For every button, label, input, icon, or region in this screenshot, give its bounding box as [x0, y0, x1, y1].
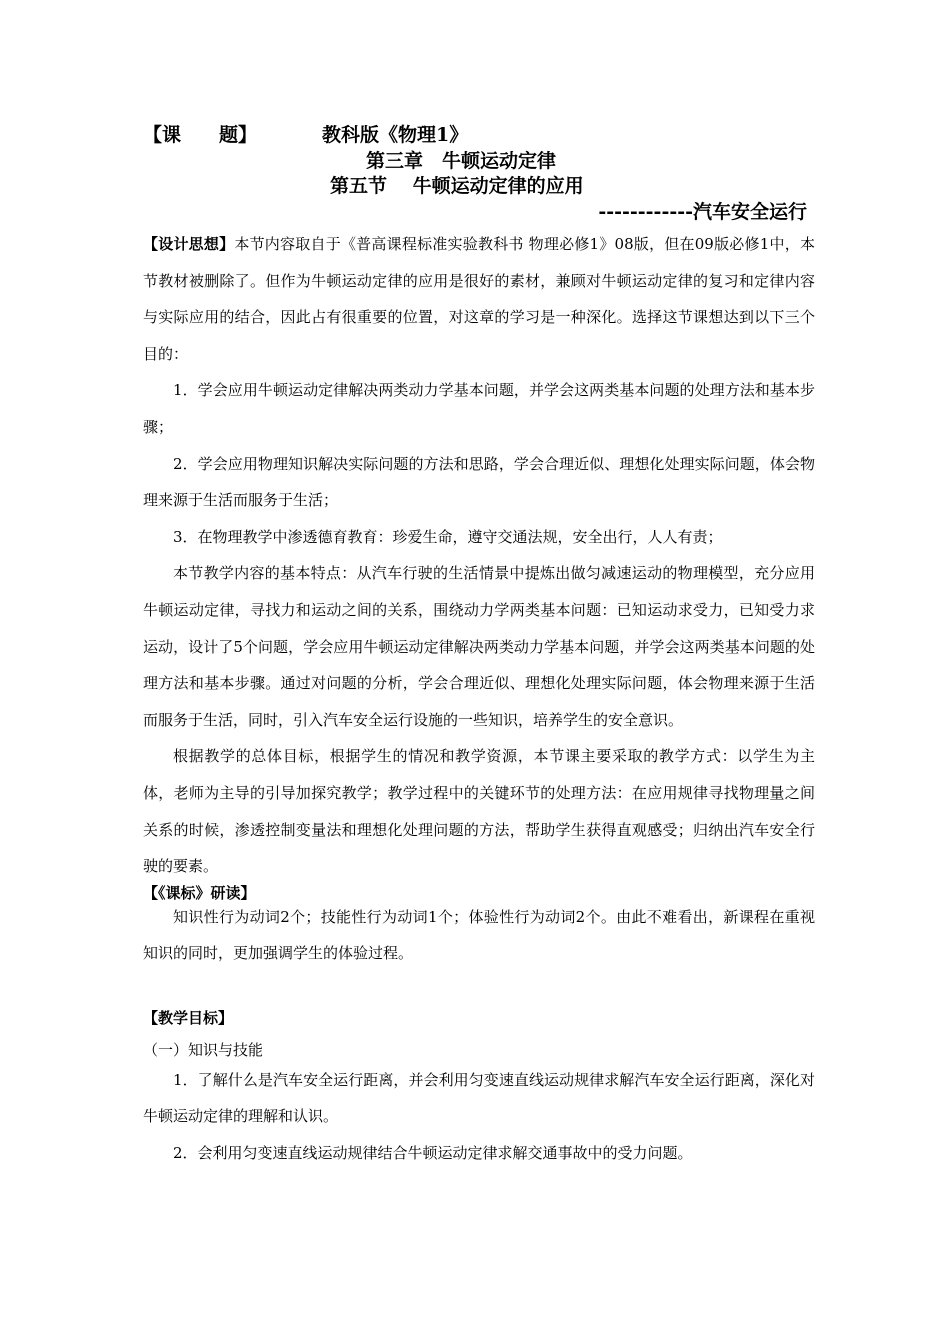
- standard-heading: 【《课标》研读】: [143, 883, 256, 902]
- textbook-title: 教科版《物理1》: [322, 124, 469, 146]
- design-goal-1: 1．学会应用牛顿运动定律解决两类动力学基本问题，并学会这两类基本问题的处理方法和基本步骤；: [143, 381, 815, 436]
- design-paragraph-1: [143, 226, 815, 372]
- objectives-subheading: （一）知识与技能: [143, 1040, 264, 1059]
- lesson-subtitle: ------------汽车安全运行: [598, 201, 807, 223]
- standard-paragraph: 知识性行为动词2个；技能性行为动词1个；体验性行为动词2个。由此不难看出，新课程在重视知识的同时，更加强调学生的体验过程。: [143, 907, 815, 963]
- chapter-title: 第三章 牛顿运动定律: [366, 150, 557, 172]
- design-text-1: 本节内容取自于《普高课程标准实验教科书 物理必修1》08版，但在09版必修1中，本节教材被删除了。但作为牛顿运动定律的应用是很好的素材，兼顾对牛顿运动定律的复习和定律内容与实际应用的结合，因此占有很重要的位置，对这章的学习是一种深化。选择这节课想达到以下三个目的：: [143, 235, 815, 363]
- design-paragraph-2: 本节教学内容的基本特点：从汽车行驶的生活情景中提炼出做匀减速运动的物理模型，充分应用牛顿运动定律，寻找力和运动之间的关系，围绕动力学两类基本问题：已知运动求受力，已知受力求运动，设计了5个问题，学会应用牛顿运动定律解决两类动力学基本问题，并学会这两类基本问题的处理方法和基本步骤。通过对问题的分析，学会合理近似、理想化处理实际问题，体会物理来源于生活而服务于生活，同时，引入汽车安全运行设施的一些知识，培养学生的安全意识。: [143, 564, 815, 729]
- objective-item-2: 2．会利用匀变速直线运动规律结合牛顿运动定律求解交通事故中的受力问题。: [173, 1144, 693, 1163]
- section-title: 第五节 牛顿运动定律的应用: [330, 175, 584, 197]
- design-heading: 【设计思想】: [143, 235, 235, 253]
- design-goal-2: 2．学会应用物理知识解决实际问题的方法和思路，学会合理近似、理想化处理实际问题，体会物理来源于生活而服务于生活；: [143, 454, 815, 510]
- objectives-heading: 【教学目标】: [143, 1008, 234, 1027]
- lesson-label: 【课 题】: [143, 124, 258, 146]
- document-body: [143, 226, 815, 1172]
- design-goal-3: 3．在物理教学中渗透德育教育：珍爱生命，遵守交通法规，安全出行，人人有责；: [173, 527, 723, 546]
- design-paragraph-3: 根据教学的总体目标，根据学生的情况和教学资源，本节课主要采取的教学方式：以学生为主体，老师为主导的引导加探究教学；教学过程中的关键环节的处理方法：在应用规律寻找物理量之间关系的时候，渗透控制变量法和理想化处理问题的方法，帮助学生获得直观感受；归纳出汽车安全行驶的要素。: [143, 747, 815, 876]
- objective-item-1: 1．了解什么是汽车安全运行距离，并会利用匀变速直线运动规律求解汽车安全运行距离，深化对牛顿运动定律的理解和认识。: [143, 1070, 815, 1126]
